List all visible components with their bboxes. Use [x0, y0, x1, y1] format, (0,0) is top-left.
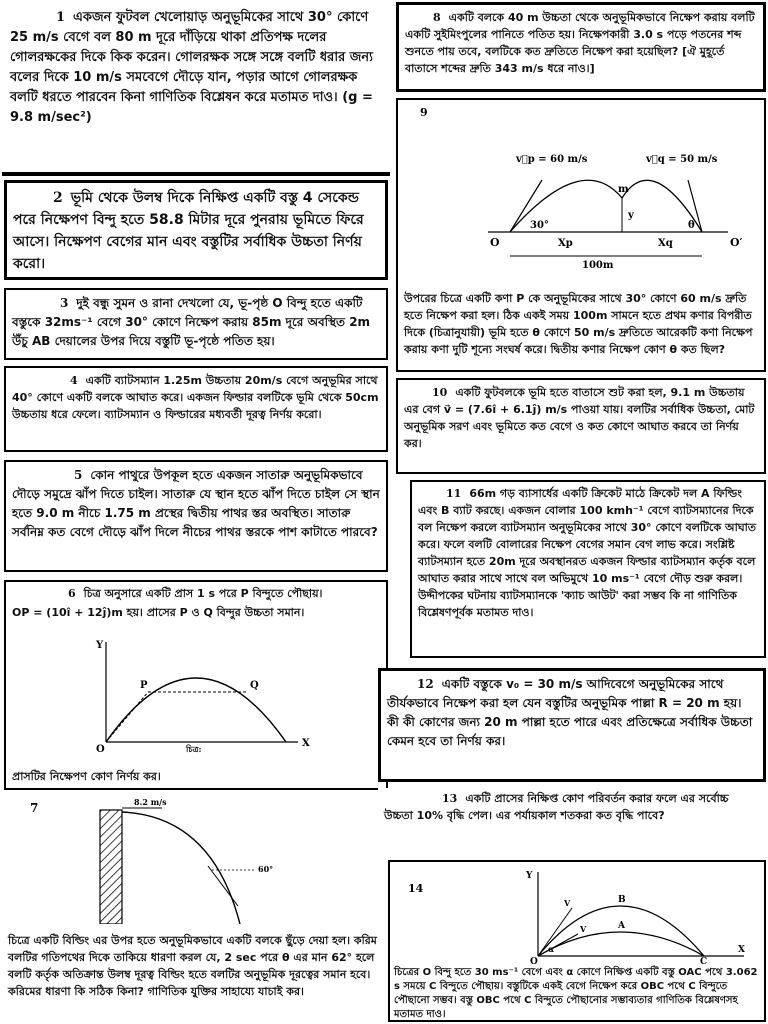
problem-12-text: একটি বস্তুকে v₀ = 30 m/s আদিবেগে অনুভূমিকের সাথে তীর্যকভাবে নিক্ষেপ করা হল যেন বস্তুটির অনুভূমিক পাল্লা R = 20 m হয়। কী কী কোণের জন্য 20 m পাল্লা হতে পারে এবং প্রতিক্ষেত্রে সর্বাধিক উচ্চতা কেমন হবে তা নির্ণয় কর।: [387, 677, 753, 748]
problem-4-card: [4, 366, 388, 452]
problem-9-card: [396, 98, 766, 372]
fig14-x-label: X: [738, 945, 745, 955]
problem-7-figure: [22, 796, 322, 924]
fig14-a-label: A: [618, 921, 625, 931]
problem-12-card: [378, 668, 766, 782]
problem-5-number: 5: [74, 468, 83, 482]
fig14-o-label: O: [530, 957, 538, 964]
fig9-vp-label: v⃗p = 60 m/s: [516, 154, 588, 165]
problem-7-text: চিত্রে একটি বিল্ডিং এর উপর হতে অনুভূমিকভাবে একটি বলকে ছুঁড়ে দেয়া হল। করিম বলটির গতিপথের দিকে তাকিয়ে ধারণা করল যে, 2 sec পরে θ এর মান 62° হলে বলটি কর্তৃক অতিক্রান্ত উলম্ব দূরত্ব বিল্ডিং হতে বলটির অনুভূমিক দূরত্বের সমান হবে। করিমের ধারণা কি সঠিক কিনা? গাণিতিক যুক্তির সাহায্যে যাচাই কর।: [8, 934, 377, 998]
problem-13-text: একটি প্রাসের নিক্ষিপ্ত কোণ পরিবর্তন করার ফলে এর সর্বোচ্চ উচ্চতা 10% বৃদ্ধি পেল। এর পর্যায়কাল শতকরা কত বৃদ্ধি পাবে?: [384, 792, 729, 822]
fig6-o-label: O: [96, 744, 105, 754]
fig9-angle1-label: 30°: [530, 220, 549, 231]
problem-11-card: [410, 480, 766, 658]
fig9-dist-label: 100m: [582, 260, 614, 271]
problem-8-text: একটি বলকে 40 m উচ্চতা থেকে অনুভূমিকভাবে নিক্ষেপ করায় বলটি একটি সুইমিংপুলের পানিতে পতিত হয়। নিক্ষেপকারী 3.0 s পড়ে পতনের শব্দ শুনতে পায় তবে, বলটিকে কত দ্রুতিতে নিক্ষেপ করা হয়েছিল? [ঐ মুহূর্তে বাতাসে শব্দের দ্রুতি 343 m/s ধরে নাও।]: [405, 11, 755, 75]
fig6-q-label: Q: [250, 680, 259, 691]
fig9-number: 9: [420, 106, 428, 119]
fig7-tangent: [208, 866, 238, 906]
fig9-xp-label: Xp: [558, 238, 573, 249]
fig7-speed-label: 8.2 m/s: [134, 797, 167, 807]
problem-6-figure: [36, 634, 336, 754]
problem-3-text: দুই বন্ধু সুমন ও রানা দেখলো যে, ভূ-পৃষ্ঠ O বিন্দু হতে একটি বস্তুকে 32ms⁻¹ বেগে 30° কোণে নিক্ষেপ করায় 85m দূরে অবস্থিত 2m উঁচু AB দেয়ালের উপর দিয়ে বস্তুটি ভূ-পৃষ্ঠে পতিত হয়।: [12, 296, 371, 348]
fig6-y-label: Y: [96, 640, 104, 651]
fig9-o-label: O: [490, 236, 500, 249]
fig14-number: 14: [408, 882, 424, 895]
problem-5-card: [4, 460, 388, 572]
fig6-x-label: X: [302, 738, 310, 749]
fig9-xq-label: Xq: [658, 238, 673, 249]
fig7-building: [100, 810, 122, 924]
fig14-path-obc: [538, 906, 704, 956]
fig9-m-label: m: [618, 184, 629, 195]
problem-6-text-3: প্রাসটির নিক্ষেপণ কোণ নির্ণয় কর।: [12, 770, 161, 783]
problem-8-number: 8: [433, 11, 441, 24]
fig9-vq-label: v⃗q = 50 m/s: [646, 154, 718, 165]
problem-9-text: উপরের চিত্রে একটি কণা P কে অনুভূমিকের সাথে 30° কোণে 60 m/s দ্রুতি হতে নিক্ষেপ করা হল। ঠিক একই সময় 100m সামনে হতে প্রথম কণার বিপরীত দিকে (চিত্রানুযায়ী) ভূমি হতে θ কোণে 50 m/s দ্রুতিতে আরেকটি কণা নিক্ষেপ করায় কণা দুটি শূন্যে সংঘর্ষ করে। দ্বিতীয় কণার নিক্ষেপ কোণ θ কত ছিল?: [404, 292, 753, 356]
fig7-trajectory: [122, 812, 240, 924]
fig14-b-label: B: [618, 895, 626, 905]
problem-14-card: [388, 860, 766, 1022]
fig14-path-oac: [538, 932, 704, 956]
problem-13-card: [378, 788, 766, 854]
problem-2-number: 2: [53, 190, 63, 206]
problem-1-text: একজন ফুটবল খেলোয়াড় অনুভূমিকের সাথে 30° কোণে 25 m/s বেগে বল 80 m দূরে দাঁড়িয়ে থাকা প্রতিপক্ষ দলের গোলরক্ষকের দিকে কিক করেন। গোলরক্ষক সঙ্গে সঙ্গে বলটি ধরার জন্য বলের দিকে 10 m/s সমবেগে দৌড়ে যান, পড়ার আগে গোলরক্ষক বলটি ধরতে পারবেন কিনা গাণিতিক বিশ্লেষন করে মতামত দাও। (g = 9.8 m/sec²): [10, 10, 373, 125]
fig14-alpha-label: α: [548, 944, 555, 954]
problem-6-text-1: চিত্র অনুসারে একটি প্রাস 1 s পরে P বিন্দুতে পৌছায়।: [83, 587, 323, 600]
problem-6-card: [4, 580, 388, 790]
problem-5-text: কোন পাথুরে উপকূল হতে একজন সাতারু অনুভূমিকভাবে দৌড়ে সমুদ্রে ঝাঁপ দিতে চাইল। সাতারু যে স্থান হতে ঝাঁপ দিতে চাইল সে স্থান হতে 9.0 m নীচে 1.75 m প্রস্থের দ্বিতীয় পাথর স্তর অবস্থিত। সাতারু সর্বনিম্ন কত বেগে দৌড়ে ঝাঁপ দিলে নীচের পাথর স্তরকে পাশ কাটাতে পারবে?: [12, 468, 380, 539]
fig7-angle-label: 60°: [258, 864, 274, 874]
problem-13-number: 13: [442, 792, 458, 805]
fig14-v1-arrow: [538, 908, 572, 956]
problem-10-text: একটি ফুটবলকে ভূমি হতে বাতাসে শুট করা হল, 9.1 m উচ্চতায় এর বেগ v⃗ = (7.6î + 6.1ĵ) m/s পাওয়া যায়। বলটির সর্বাধিক উচ্চতা, মোট অনুভূমিক সরণ এবং ভূমিতে কত বেগে ও কত কোণে আঘাত করবে তা নির্ণয় কর।: [404, 386, 755, 450]
problem-3-number: 3: [60, 296, 69, 310]
problem-2-card: [4, 180, 388, 280]
problem-7-card: [2, 796, 390, 1022]
fig14-c-label: C: [700, 957, 708, 964]
problem-10-number: 10: [432, 386, 448, 399]
problem-1-card: [2, 2, 390, 170]
problem-2-text: ভূমি থেকে উলম্ব দিকে নিক্ষিপ্ত একটি বস্তু 4 সেকেন্ড পরে নিক্ষেপণ বিন্দু হতে 58.8 মিটার দূরে পুনরায় ভূমিতে ফিরে আসে। নিক্ষেপণ বেগের মান এবং বস্তুটির সর্বাধিক উচ্চতা নির্ণয় করো।: [13, 190, 364, 272]
problem-10-card: [396, 378, 766, 474]
problem-1-number: 1: [56, 10, 66, 25]
fig9-trajectory-p: [510, 180, 622, 232]
fig9-angle2-label: θ: [688, 220, 695, 231]
problem-8-card: [396, 2, 766, 92]
problem-14-text: চিত্রের O বিন্দু হতে 30 ms⁻¹ বেগে এবং α কোণে নিক্ষিপ্ত একটি বস্তু OAC পথে 3.062 s সময়ে C বিন্দুতে পৌছায়। বস্তুটিকে একই বেগে নিক্ষেপ করে OBC পথে C বিন্দুতে পৌছানো সম্ভব। বস্তু OBC পথে C বিন্দুতে পৌছানোর সম্ভাব্যতার গাণিতিক বিশ্লেষণসহ মতামত দাও।: [394, 967, 758, 1020]
problem-4-number: 4: [70, 374, 78, 387]
problem-9-figure: [402, 100, 762, 276]
fig7-number: 7: [30, 801, 39, 815]
problem-14-figure: [394, 864, 754, 964]
fig9-o2-label: O′: [730, 236, 743, 249]
fig14-v2-label: V: [580, 924, 587, 934]
problem-12-number: 12: [417, 677, 434, 691]
problem-6-text-2: OP = (10î + 12ĵ)m হয়। প্রাসের P ও Q বিন্দুর উচ্চতা সমান।: [12, 606, 305, 619]
fig6-caption: চিত্র:: [186, 744, 202, 754]
problem-4-text: একটি ব্যাটসম্যান 1.25m উচ্চতায় 20m/s বেগে অনুভূমির সাথে 40° কোণে একটি বলকে আঘাত করে। একজন ফিল্ডার বলটিকে ভূমি থেকে 50cm উচ্চতায় ধরে ফেলে। ব্যাটসম্যান ও ফিল্ডারের মধ্যবর্তী দূরত্ব নির্ণয় করো।: [12, 374, 379, 421]
fig14-v1-label: V: [564, 898, 571, 908]
problem-6-number: 6: [68, 587, 76, 600]
fig14-v2-arrow: [538, 934, 578, 956]
problem-11-text: 66m গড় ব্যাসার্ধের একটি ক্রিকেট মাঠে ক্রিকেট দল A ফিল্ডিং এবং B ব্যাট করছে। একজন বোলার 100 kmh⁻¹ বেগে ব্যাটসম্যানের দিকে বল নিক্ষেপ করলে ব্যাটসম্যান অনুভূমিকের সাথে 30° কোণে বলটিকে আঘাত করে। ফলে বলটি বোলারের নিক্ষেপ বেগের সমান বেগ লাভ করে। সংশ্লিষ্ট ব্যাটসম্যান হতে 20m দূরে অবস্থানরত একজন ফিল্ডার ব্যাটসম্যান কর্তৃক বলে আঘাত করার সাথে সাথে বল অভিমুখে 10 ms⁻¹ বেগে দৌড় শুরু করল। উদ্দীপকের ঘটনায় ব্যাটসম্যানকে 'ক্যাচ আউট' করা সম্ভব কি না গাণিতিক বিশ্লেষণপূর্বক মতামত দাও।: [418, 487, 757, 619]
fig9-y-label: y: [628, 210, 634, 221]
divider: [2, 172, 390, 176]
fig6-p-label: P: [140, 680, 148, 691]
problem-11-number: 11: [446, 487, 462, 500]
problem-3-card: [4, 288, 388, 360]
fig14-y-label: Y: [526, 871, 533, 881]
